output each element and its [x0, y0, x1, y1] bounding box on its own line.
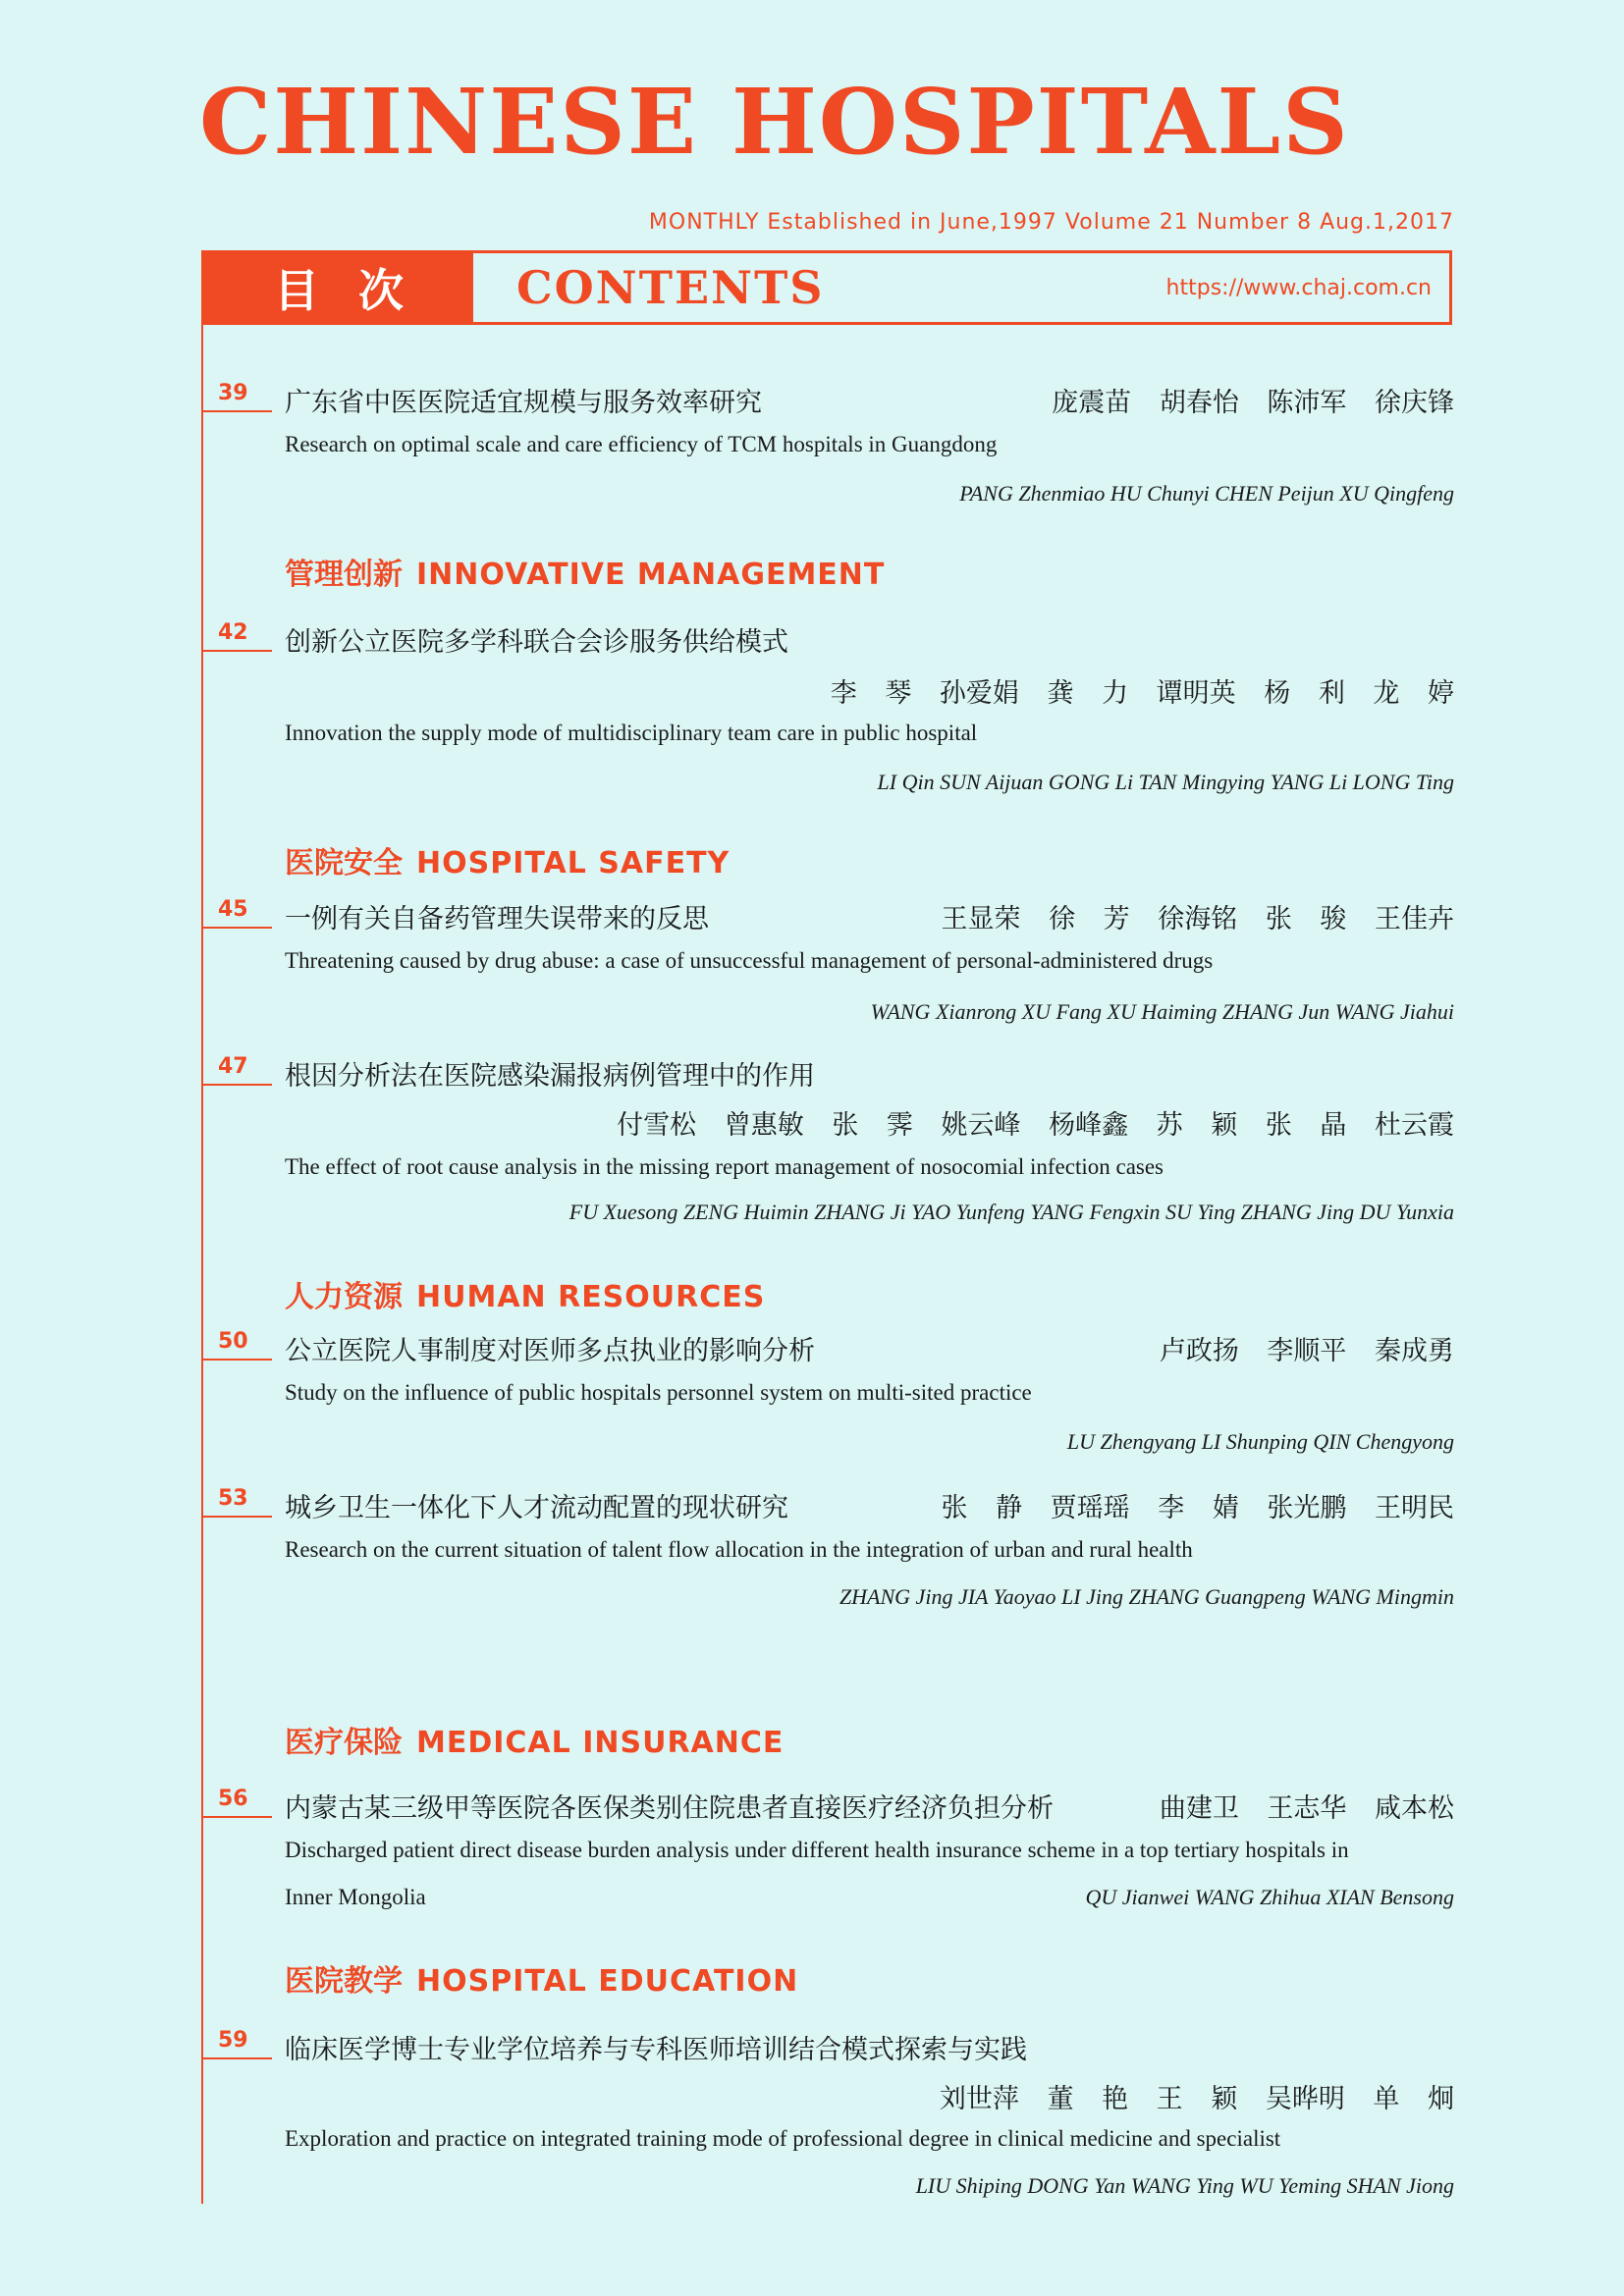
- article-title-en-continued: Inner Mongolia: [285, 1885, 426, 1909]
- section-heading-cn: 人力资源: [285, 1280, 403, 1314]
- article-authors-cn: 庞震苗 胡春怡 陈沛军 徐庆锋: [1052, 388, 1454, 418]
- section-heading-en: INNOVATIVE MANAGEMENT: [416, 558, 886, 592]
- article-authors-en: QU Jianwei WANG Zhihua XIAN Bensong: [1085, 1885, 1454, 1909]
- article-authors-en: PANG Zhenmiao HU Chunyi CHEN Peijun XU Qingfeng: [959, 481, 1454, 506]
- article-authors-cn: 张 静 贾瑶瑶 李 婧 张光鹏 王明民: [941, 1493, 1454, 1523]
- section-heading: [285, 550, 885, 593]
- section-heading-cn: 医疗保险: [285, 1726, 403, 1760]
- page-number: 59: [218, 2028, 248, 2053]
- page-rule: [201, 1359, 272, 1361]
- article-authors-en: ZHANG Jing JIA Yaoyao LI Jing ZHANG Guangpeng WANG Mingmin: [839, 1584, 1454, 1609]
- section-heading: [285, 1272, 765, 1315]
- article-authors-en: LU Zhengyang LI Shunping QIN Chengyong: [1066, 1429, 1454, 1454]
- article-title-en: Exploration and practice on integrated training mode of professional degree in clinical medicine and specialist: [285, 2126, 1281, 2151]
- article-title-cn: 广东省中医医院适宜规模与服务效率研究: [285, 388, 762, 418]
- article-title-en: Study on the influence of public hospitals personnel system on multi-sited practice: [285, 1380, 1032, 1405]
- section-heading-en: HUMAN RESOURCES: [416, 1280, 766, 1314]
- page-number: 42: [218, 620, 248, 645]
- page-number: 53: [218, 1486, 248, 1511]
- page-rule: [201, 1084, 272, 1086]
- article-title-cn: 城乡卫生一体化下人才流动配置的现状研究: [285, 1493, 788, 1523]
- page-rule: [201, 927, 272, 929]
- page-rule: [201, 650, 272, 652]
- article-authors-cn: 卢政扬 李顺平 秦成勇: [1159, 1336, 1454, 1366]
- page-rule: [201, 2057, 272, 2059]
- page-number: 47: [218, 1054, 248, 1079]
- article-title-cn: 创新公立医院多学科联合会诊服务供给模式: [285, 627, 788, 658]
- article-authors-en: LIU Shiping DONG Yan WANG Ying WU Yeming SHAN Jiong: [915, 2173, 1454, 2198]
- section-heading: [285, 1956, 798, 2000]
- section-heading-cn: 管理创新: [285, 558, 403, 592]
- contents-banner-cn: 目次: [204, 253, 473, 322]
- article-authors-cn: 王显荣 徐 芳 徐海铭 张 骏 王佳卉: [941, 904, 1454, 934]
- article-authors-cn: 曲建卫 王志华 咸本松: [1159, 1793, 1454, 1824]
- article-title-en: Discharged patient direct disease burden analysis under different health insurance scheme in a top tertiary hospitals in: [285, 1838, 1349, 1862]
- contents-banner: [201, 250, 1452, 325]
- section-heading-en: MEDICAL INSURANCE: [416, 1726, 785, 1760]
- section-heading-cn: 医院教学: [285, 1964, 403, 1999]
- page-rule: [201, 1516, 272, 1518]
- article-title-en: The effect of root cause analysis in the missing report management of nosocomial infection cases: [285, 1154, 1164, 1179]
- issue-info: MONTHLY Established in June,1997 Volume 21 Number 8 Aug.1,2017: [648, 210, 1454, 235]
- article-authors-cn: 李 琴 孙爱娟 龚 力 谭明英 杨 利 龙 婷: [830, 678, 1454, 709]
- article-title-cn: 一例有关自备药管理失误带来的反思: [285, 904, 709, 934]
- article-title-en: Innovation the supply mode of multidisciplinary team care in public hospital: [285, 721, 978, 745]
- contents-banner-en: CONTENTS: [516, 261, 825, 314]
- page-rule: [201, 1816, 272, 1818]
- section-heading: [285, 1718, 784, 1761]
- journal-masthead: CHINESE HOSPITALS: [199, 69, 1350, 175]
- article-authors-cn: 付雪松 曾惠敏 张 霁 姚云峰 杨峰鑫 苏 颖 张 晶 杜云霞: [617, 1110, 1454, 1141]
- journal-url-link[interactable]: https://www.chaj.com.cn: [1165, 275, 1432, 300]
- section-heading-cn: 医院安全: [285, 846, 403, 881]
- page-number: 50: [218, 1329, 248, 1354]
- article-title-cn: 根因分析法在医院感染漏报病例管理中的作用: [285, 1061, 815, 1092]
- section-heading-en: HOSPITAL SAFETY: [416, 846, 731, 881]
- page-number: 39: [218, 381, 248, 405]
- article-authors-cn: 刘世萍 董 艳 王 颖 吴晔明 单 炯: [939, 2084, 1454, 2114]
- article-title-cn: 公立医院人事制度对医师多点执业的影响分析: [285, 1336, 815, 1366]
- page-number: 56: [218, 1787, 248, 1811]
- section-heading-en: HOSPITAL EDUCATION: [416, 1964, 799, 1999]
- article-authors-en: LI Qin SUN Aijuan GONG Li TAN Mingying YANG Li LONG Ting: [877, 770, 1454, 794]
- article-authors-en: WANG Xianrong XU Fang XU Haiming ZHANG Jun WANG Jiahui: [870, 999, 1454, 1024]
- page-number: 45: [218, 897, 248, 922]
- article-title-en: Research on optimal scale and care efficiency of TCM hospitals in Guangdong: [285, 432, 998, 456]
- margin-rule: [201, 325, 203, 2204]
- article-title-cn: 临床医学博士专业学位培养与专科医师培训结合模式探索与实践: [285, 2035, 1027, 2065]
- article-title-cn: 内蒙古某三级甲等医院各医保类别住院患者直接医疗经济负担分析: [285, 1793, 1054, 1824]
- article-title-en: Research on the current situation of talent flow allocation in the integration of urban and rural health: [285, 1537, 1193, 1562]
- section-heading: [285, 838, 730, 881]
- page-rule: [201, 410, 272, 412]
- article-authors-en: FU Xuesong ZENG Huimin ZHANG Ji YAO Yunfeng YANG Fengxin SU Ying ZHANG Jing DU Yunxia: [568, 1200, 1454, 1224]
- article-title-en: Threatening caused by drug abuse: a case of unsuccessful management of personal-administered drugs: [285, 948, 1214, 973]
